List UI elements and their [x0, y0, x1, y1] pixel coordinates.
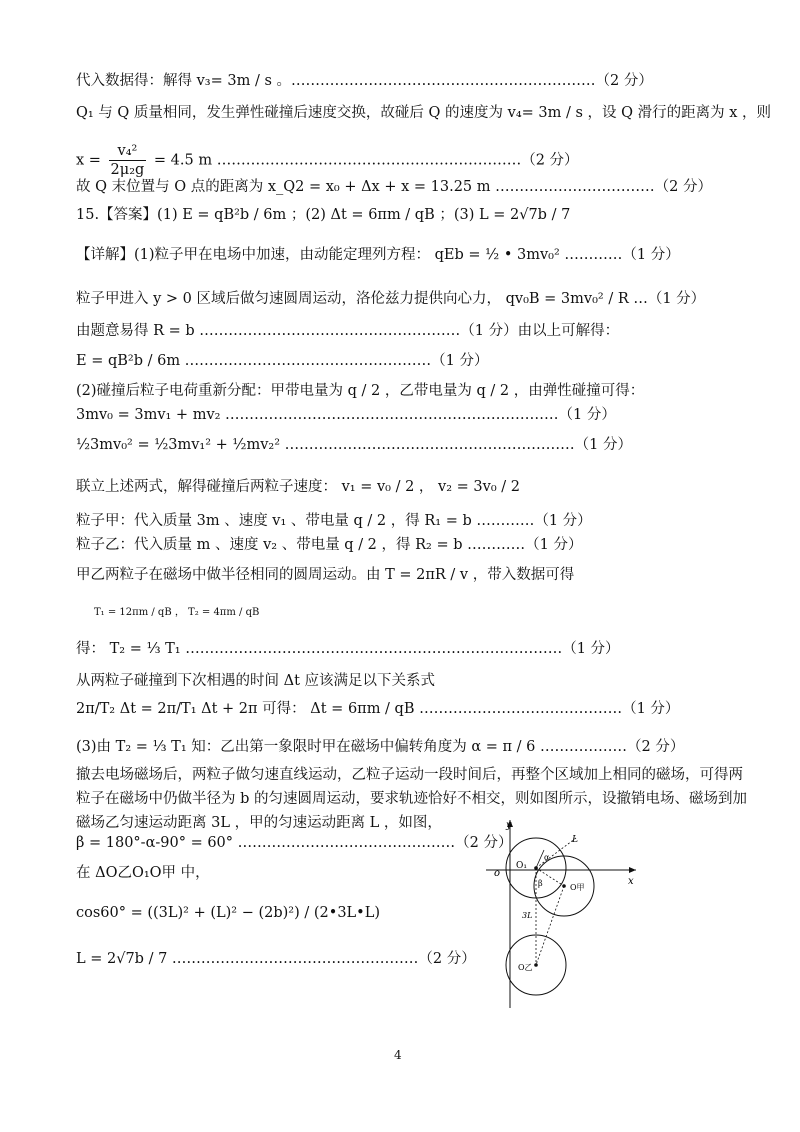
- detail-line-17: 撤去电场磁场后，两粒子做匀速直线运动，乙粒子运动一段时间后，再整个区域加上相同的磁场，可得两: [76, 767, 743, 783]
- detail-line-11: 甲乙两粒子在磁场中做半径相同的圆周运动。由 T = 2πR / v ，带入数据可得: [76, 567, 575, 583]
- equation-prefix: x =: [76, 152, 101, 169]
- label-o: o: [494, 868, 501, 879]
- detail-line-23: L = 2√7b / 7 ……………………………………………（2 分）: [76, 951, 476, 967]
- point-o1: [534, 866, 538, 870]
- label-ojia: O甲: [570, 883, 585, 892]
- detail-line-3: 由题意易得 R = b ………………………………………………（1 分）由以上可解得：: [76, 323, 620, 339]
- x-axis-arrow: [629, 867, 636, 873]
- text-line-3: [76, 142, 579, 179]
- label-y: y: [506, 820, 512, 831]
- answer-line: 15.【答案】(1) E = qB²b / 6m ；(2) Δt = 6πm / qB ；(3) L = 2√7b / 7: [76, 207, 571, 223]
- detail-line-15: 2π/T₂ Δt = 2π/T₁ Δt + 2π 可得： Δt = 6πm / qB ……………………………………（1 分）: [76, 701, 680, 717]
- detail-line-7: ½3mv₀² = ½3mv₁² + ½mv₂² ……………………………………………………（1 分）: [76, 437, 632, 453]
- detail-line-19: 磁场乙匀速运动距离 3L ，甲的匀速运动距离 L ，如图，: [76, 815, 442, 831]
- page-number: 4: [394, 1048, 402, 1062]
- text-line-1: 代入数据得：解得 v₃= 3m / s 。………………………………………………………（2 分）: [76, 73, 653, 89]
- detail-line-5: (2)碰撞后粒子电荷重新分配：甲带电量为 q / 2 ，乙带电量为 q / 2 ，由弹性碰撞可得：: [76, 383, 645, 399]
- detail-line-1: 【详解】(1)粒子甲在电场中加速，由动能定理列方程： qEb = ½ • 3mv₀² …………（1 分）: [76, 247, 680, 263]
- detail-line-6: 3mv₀ = 3mv₁ + mv₂ ……………………………………………………………（1 分）: [76, 407, 616, 423]
- label-x: x: [628, 876, 634, 887]
- detail-line-22: cos60° = ((3L)² + (L)² − (2b)²) / (2•3L•L): [76, 905, 381, 921]
- label-oyi: O乙: [518, 963, 533, 972]
- trajectory-figure: [486, 820, 636, 1010]
- detail-line-14: 从两粒子碰撞到下次相遇的时间 Δt 应该满足以下关系式: [76, 673, 436, 689]
- detail-line-4: E = qB²b / 6m ……………………………………………（1 分）: [76, 353, 489, 369]
- text-line-2: Q₁ 与 Q 质量相同，发生弹性碰撞后速度交换，故碰后 Q 的速度为 v₄= 3m / s ，设 Q 滑行的距离为 x ，则: [76, 105, 772, 121]
- equation-suffix: = 4.5 m ………………………………………………………（2 分）: [153, 152, 579, 169]
- detail-line-10: 粒子乙：代入质量 m 、速度 v₂ 、带电量 q / 2 ，得 R₂ = b …………（1 分）: [76, 537, 583, 553]
- detail-line-2: 粒子甲进入 y > 0 区域后做匀速圆周运动，洛伦兹力提供向心力， qv₀B = 3mv₀² / R …（1 分）: [76, 291, 706, 307]
- detail-line-16: (3)由 T₂ = ⅓ T₁ 知：乙出第一象限时甲在磁场中偏转角度为 α = π / 6 ………………（2 分）: [76, 739, 685, 755]
- detail-line-9: 粒子甲：代入质量 3m 、速度 v₁ 、带电量 q / 2 ，得 R₁ = b …………（1 分）: [76, 513, 592, 529]
- detail-line-18: 粒子在磁场中仍做半径为 b 的匀速圆周运动，要求轨迹恰好不相交，则如图所示，设撤销电场、磁场到加: [76, 791, 747, 807]
- detail-line-13: 得： T₂ = ⅓ T₁ ……………………………………………………………………（1 分）: [76, 641, 620, 657]
- text-line-4: 故 Q 末位置与 O 点的距离为 x_Q2 = x₀ + Δx + x = 13.25 m ……………………………（2 分）: [76, 179, 712, 195]
- detail-line-21: 在 ΔO乙O₁O甲 中，: [76, 865, 210, 881]
- detail-line-8: 联立上述两式，解得碰撞后两粒子速度： v₁ = v₀ / 2 ， v₂ = 3v₀ / 2: [76, 479, 520, 495]
- label-alpha: α: [544, 853, 550, 862]
- detail-line-12: T₁ = 12πm / qB ， T₂ = 4πm / qB: [94, 607, 260, 618]
- label-o1: O₁: [516, 861, 527, 871]
- fraction-numerator: v₄²: [109, 142, 147, 161]
- label-l: L: [572, 835, 578, 845]
- dashed-line-l: [536, 838, 576, 868]
- detail-line-20: β = 180°-α-90° = 60° ………………………………………（2 分）: [76, 835, 513, 851]
- fraction-denominator: 2μ₂g: [110, 162, 145, 178]
- label-3l: 3L: [522, 911, 533, 920]
- point-ojia: [562, 884, 566, 888]
- label-beta: β: [538, 879, 543, 888]
- point-oyi: [534, 963, 538, 967]
- fraction: [109, 142, 147, 179]
